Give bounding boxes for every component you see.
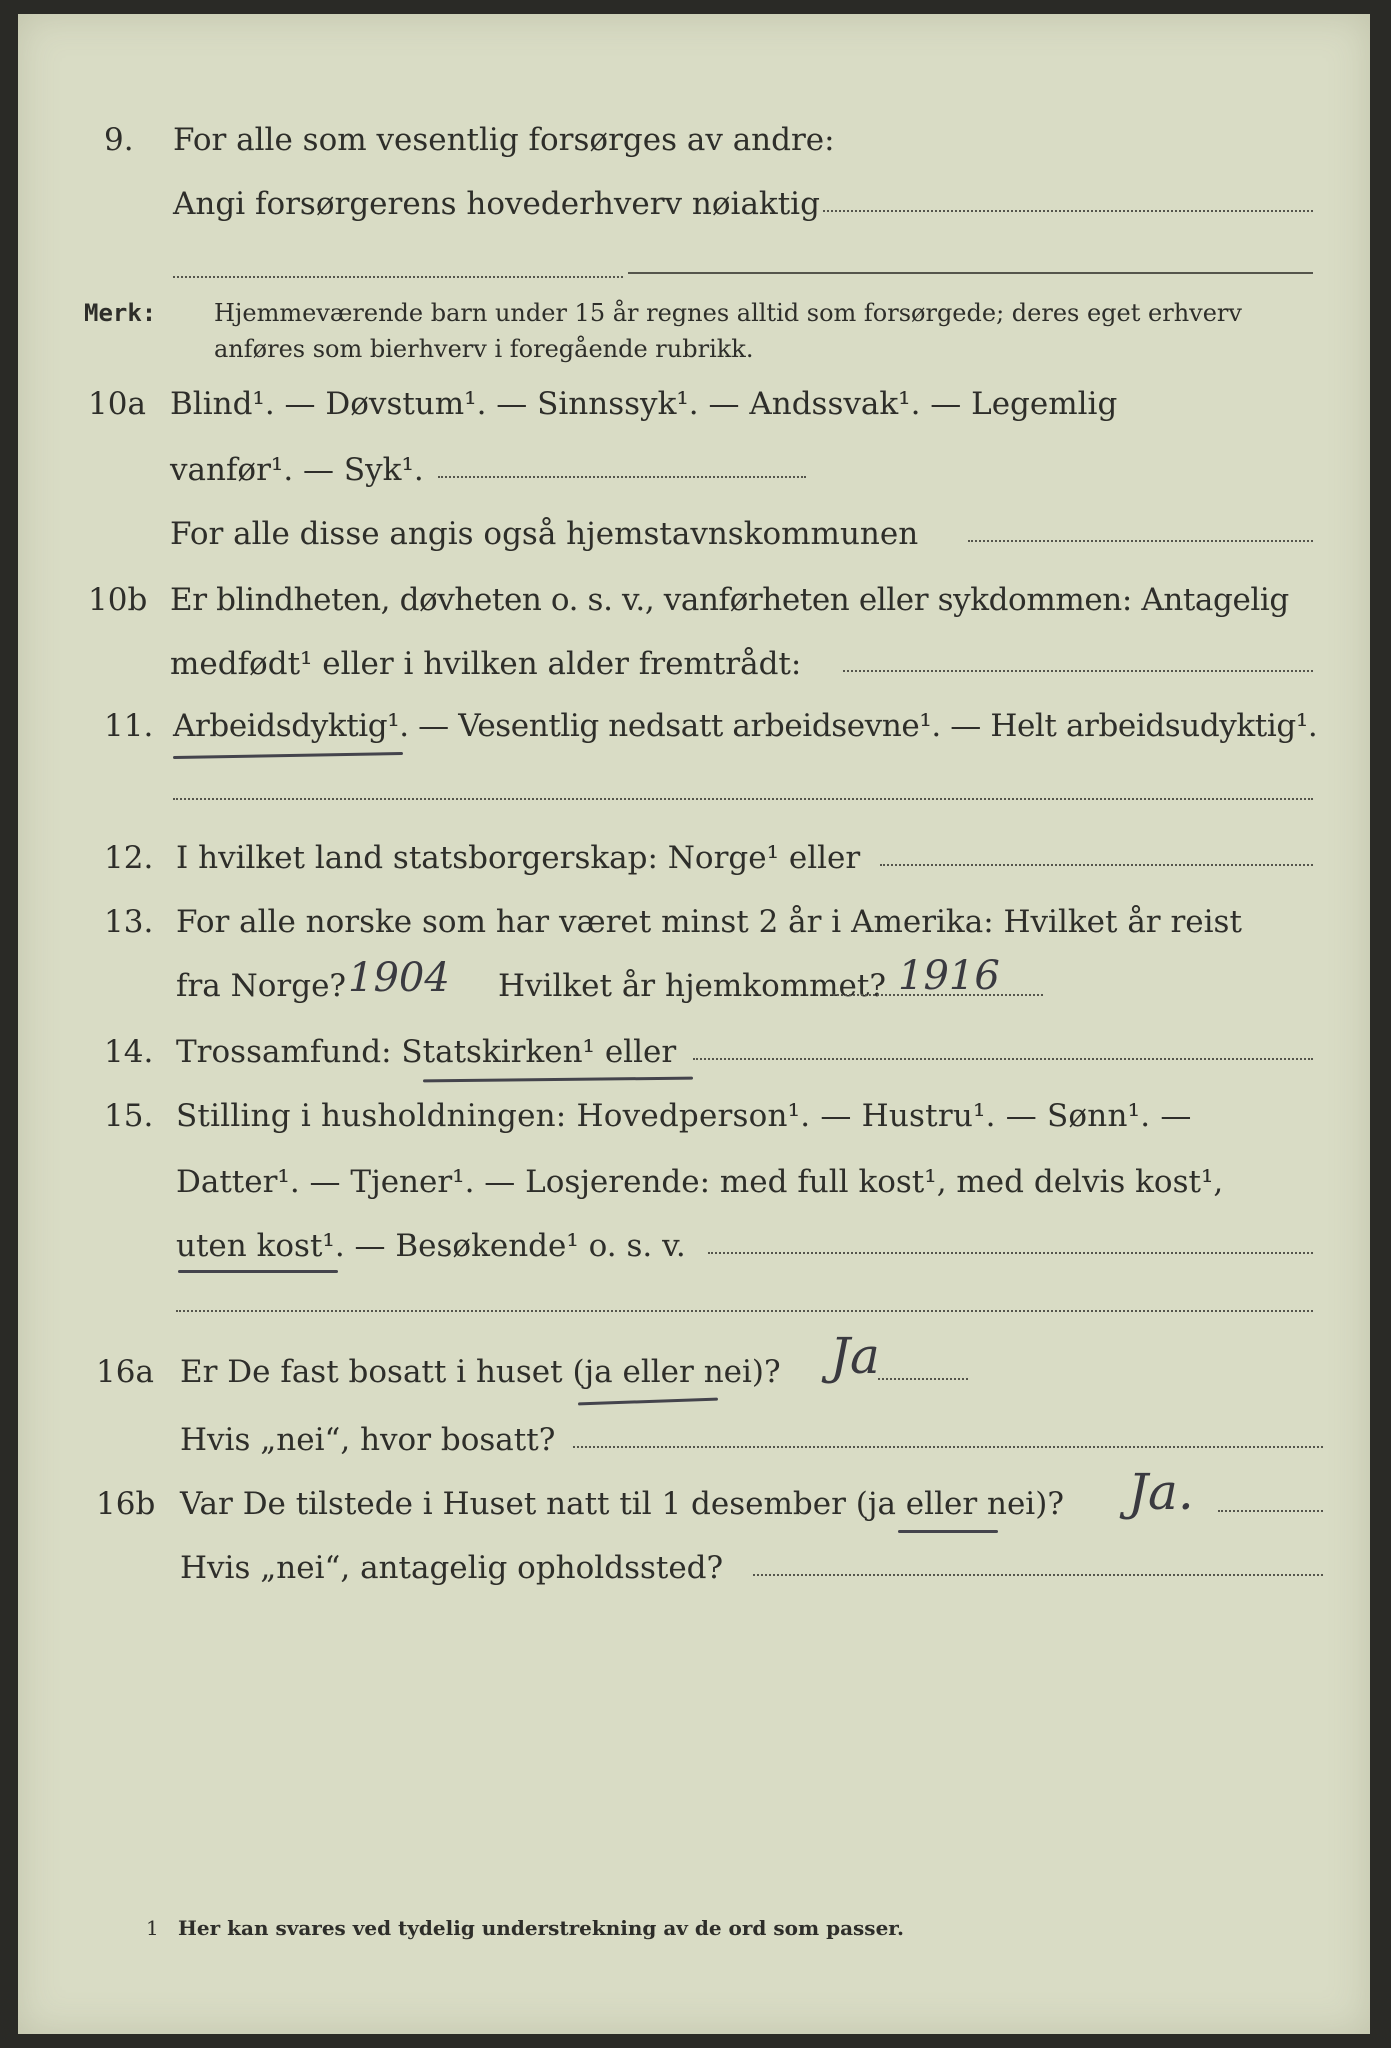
q9-answer-field-2a[interactable] xyxy=(173,276,623,278)
q14-question-line1: Trossamfund: Statskirken¹ eller xyxy=(176,1034,677,1070)
q15-answer-field[interactable] xyxy=(708,1252,1313,1254)
q16a-bosatt-field[interactable] xyxy=(573,1446,1323,1448)
q9-number: 9. xyxy=(104,122,134,158)
q13-question-line2a: fra Norge? xyxy=(176,968,347,1004)
q15-handwritten-underline xyxy=(178,1270,338,1273)
census-form-page xyxy=(18,14,1370,2034)
q12-question-line1: I hvilket land statsborgerskap: Norge¹ eller xyxy=(176,840,861,876)
q11-question-line1: Arbeidsdyktig¹. — Vesentlig nedsatt arbeidsevne¹. — Helt arbeidsudyktig¹. xyxy=(173,708,1318,744)
q16b-question-line2: Hvis „nei“, antagelig opholdssted? xyxy=(180,1550,724,1586)
footnote-text: Her kan svares ved tydelig understrekning av de ord som passer. xyxy=(178,1916,904,1940)
q10b-number: 10b xyxy=(88,582,148,618)
q16a-question-line1: Er De fast bosatt i huset (ja eller nei)? xyxy=(180,1354,781,1390)
q13-answer-reist: 1904 xyxy=(348,955,450,1001)
q9-question-line2: Angi forsørgerens hovederhverv nøiaktig xyxy=(173,186,820,222)
q14-handwritten-underline xyxy=(423,1077,693,1083)
q15-question-line2: Datter¹. — Tjener¹. — Losjerende: med full kost¹, med delvis kost¹, xyxy=(176,1164,1224,1200)
merk-label: Merk: xyxy=(84,299,157,327)
q10a-answer-field[interactable] xyxy=(438,476,806,478)
footnote-marker: 1 xyxy=(146,1916,159,1940)
q16b-answer-field[interactable] xyxy=(1218,1510,1323,1512)
q16a-handwritten-underline xyxy=(578,1398,718,1406)
q15-answer-field-2[interactable] xyxy=(176,1310,1313,1312)
q9-answer-field-2b[interactable] xyxy=(628,272,1313,274)
q16a-answer: Ja xyxy=(830,1327,880,1385)
q9-answer-field[interactable] xyxy=(823,210,1313,212)
q16b-number: 16b xyxy=(96,1486,156,1522)
q10b-question-line2: medfødt¹ eller i hvilken alder fremtrådt: xyxy=(170,646,802,682)
merk-text-line1: Hjemmeværende barn under 15 år regnes alltid som forsørgede; deres eget erhverv xyxy=(214,299,1242,327)
q16b-question-line1: Var De tilstede i Huset natt til 1 desember (ja eller nei)? xyxy=(180,1486,1064,1522)
q13-number: 13. xyxy=(104,904,154,940)
q15-question-line3: uten kost¹. — Besøkende¹ o. s. v. xyxy=(176,1228,686,1264)
q16b-answer: Ja. xyxy=(1128,1463,1194,1521)
q16a-answer-field[interactable] xyxy=(878,1378,968,1380)
q10a-question-line3: For alle disse angis også hjemstavnskommunen xyxy=(170,516,919,552)
q15-question-line1: Stilling i husholdningen: Hovedperson¹. — Hustru¹. — Sønn¹. — xyxy=(176,1098,1192,1134)
q13-question-line2b: Hvilket år hjemkommet? xyxy=(498,968,886,1004)
q16b-handwritten-underline xyxy=(898,1530,998,1533)
q9-question-line1: For alle som vesentlig forsørges av andre: xyxy=(173,122,835,158)
q11-number: 11. xyxy=(104,708,154,744)
q10a-question-line2: vanfør¹. — Syk¹. xyxy=(170,452,424,488)
q10a-hjemstavn-field[interactable] xyxy=(968,540,1313,542)
q11-handwritten-underline xyxy=(173,752,403,759)
q10b-question-line1: Er blindheten, døvheten o. s. v., vanførheten eller sykdommen: Antagelig xyxy=(170,582,1289,618)
q16b-opholdssted-field[interactable] xyxy=(753,1574,1323,1576)
q12-answer-field[interactable] xyxy=(880,864,1313,866)
q10b-answer-field[interactable] xyxy=(843,670,1313,672)
q12-number: 12. xyxy=(104,840,154,876)
q13-answer-hjem: 1916 xyxy=(898,953,1000,999)
q13-question-line1: For alle norske som har været minst 2 år i Amerika: Hvilket år reist xyxy=(176,904,1242,940)
q14-number: 14. xyxy=(104,1034,154,1070)
q16a-number: 16a xyxy=(96,1354,154,1390)
q10a-number: 10a xyxy=(88,386,146,422)
q15-number: 15. xyxy=(104,1098,154,1134)
merk-text-line2: anføres som bierhverv i foregående rubrikk. xyxy=(214,335,754,363)
q10a-question-line1: Blind¹. — Døvstum¹. — Sinnssyk¹. — Andssvak¹. — Legemlig xyxy=(170,386,1118,422)
q11-answer-field[interactable] xyxy=(173,798,1313,800)
q16a-question-line2: Hvis „nei“, hvor bosatt? xyxy=(180,1422,556,1458)
q14-answer-field[interactable] xyxy=(693,1058,1313,1060)
